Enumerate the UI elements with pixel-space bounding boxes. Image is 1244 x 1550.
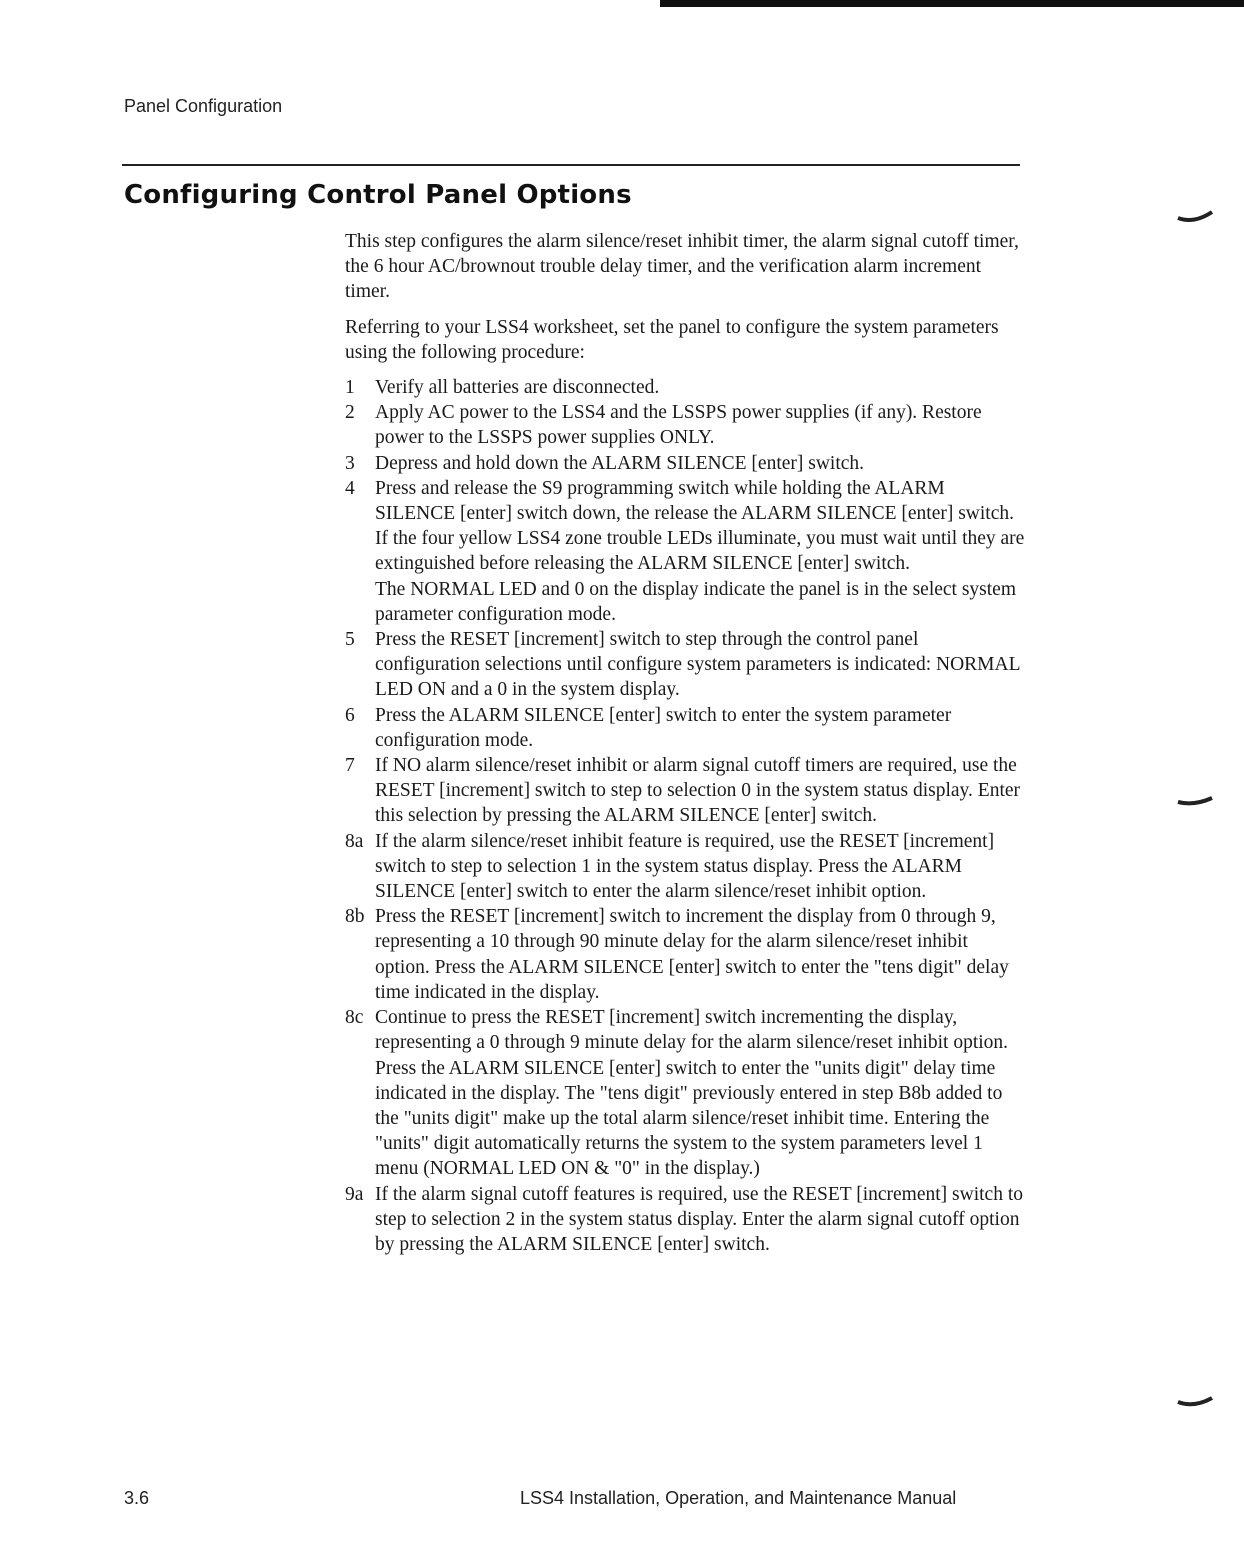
step-text: Press the RESET [increment] switch to step through the control panel configuration selections until configure system parameters is indicated: NORMAL LED ON and a 0 in the system display. bbox=[375, 629, 1020, 701]
step-7 bbox=[345, 753, 1025, 829]
step-2 bbox=[345, 400, 1025, 450]
page-title: Configuring Control Panel Options bbox=[124, 180, 632, 210]
step-3 bbox=[345, 451, 1025, 476]
step-8c bbox=[345, 1005, 1025, 1181]
step-number: 3 bbox=[345, 452, 355, 474]
step-number: 8c bbox=[345, 1007, 364, 1029]
step-text: Depress and hold down the ALARM SILENCE [enter] switch. bbox=[375, 452, 865, 474]
step-number: 7 bbox=[345, 755, 355, 777]
scan-mark-icon bbox=[1176, 206, 1216, 226]
step-text: Press and release the S9 programming switch while holding the ALARM SILENCE [enter] switch down, the release the ALARM SILENCE [enter] switch. If the four yellow LSS4 zone trouble LEDs illuminate, you must wait until they are extinguished before releasing the ALARM SILENCE [enter] switch. bbox=[375, 477, 1025, 575]
title-rule bbox=[122, 164, 1020, 166]
scan-mark-icon bbox=[1176, 792, 1216, 812]
step-number: 9a bbox=[345, 1183, 364, 1205]
step-number: 4 bbox=[345, 477, 355, 499]
page-number: 3.6 bbox=[124, 1488, 150, 1508]
step-text: Verify all batteries are disconnected. bbox=[375, 377, 660, 399]
step-text: If the alarm silence/reset inhibit feature is required, use the RESET [increment] switch to step to selection 1 in the system status display. Press the ALARM SILENCE [enter] switch to enter the alarm silence/reset inhibit option. bbox=[375, 830, 995, 903]
step-1 bbox=[345, 375, 1025, 400]
step-text: If the alarm signal cutoff features is required, use the RESET [increment] switch to step to selection 2 in the system status display. Enter the alarm signal cutoff option by pressing the ALARM SILENCE [enter] switch. bbox=[375, 1183, 1023, 1255]
step-note: The NORMAL LED and 0 on the display indicate the panel is in the select system parameter configuration mode. bbox=[375, 578, 1017, 625]
step-text: Press the ALARM SILENCE [enter] switch to enter the system parameter configuration mode. bbox=[375, 704, 952, 751]
step-number: 8a bbox=[345, 830, 364, 852]
step-number: 8b bbox=[345, 906, 365, 928]
step-text: Press the RESET [increment] switch to increment the display from 0 through 9, representing a 10 through 90 minute delay for the alarm silence/reset inhibit option. Press the ALARM SILENCE [enter] switch to enter the "tens digit" delay time indicated in the display. bbox=[375, 906, 1009, 1003]
body-content bbox=[345, 229, 1025, 1257]
intro-paragraph-2: Referring to your LSS4 worksheet, set the panel to configure the system parameters using the following procedure: bbox=[345, 316, 999, 363]
step-9a bbox=[345, 1182, 1025, 1258]
procedure-steps bbox=[345, 375, 1025, 1257]
top-edge-bar bbox=[660, 0, 1244, 7]
step-number: 6 bbox=[345, 704, 355, 726]
step-number: 5 bbox=[345, 629, 355, 651]
intro-paragraph-1: This step configures the alarm silence/reset inhibit timer, the alarm signal cutoff timer, the 6 hour AC/brownout trouble delay timer, and the verification alarm increment timer. bbox=[345, 231, 1019, 303]
step-5 bbox=[345, 627, 1025, 703]
step-text: Continue to press the RESET [increment] switch incrementing the display, representing a 0 through 9 minute delay for the alarm silence/reset inhibit option. Press the ALARM SILENCE [enter] switch to enter the "units digit" delay time indicated in the display. The "tens digit" previously entered in step B8b added to the "units digit" make up the total alarm silence/reset inhibit time. Entering the "units" digit automatically returns the system to the system parameters level 1 menu (NORMAL LED ON & "0" in the display.) bbox=[375, 1007, 1009, 1180]
running-header: Panel Configuration bbox=[124, 96, 283, 116]
step-number: 1 bbox=[345, 377, 355, 399]
scan-mark-icon bbox=[1176, 1392, 1216, 1412]
step-6 bbox=[345, 703, 1025, 753]
step-number: 2 bbox=[345, 402, 355, 424]
step-8b bbox=[345, 904, 1025, 1005]
step-4 bbox=[345, 476, 1025, 627]
step-text: Apply AC power to the LSS4 and the LSSPS power supplies (if any). Restore power to the LSSPS power supplies ONLY. bbox=[375, 402, 982, 449]
footer-manual-title: LSS4 Installation, Operation, and Maintenance Manual bbox=[520, 1488, 957, 1508]
step-text-block bbox=[375, 476, 1025, 627]
step-text: If NO alarm silence/reset inhibit or alarm signal cutoff timers are required, use the RESET [increment] switch to step to selection 0 in the system status display. Enter this selection by pressing the ALARM SILENCE [enter] switch. bbox=[375, 755, 1021, 827]
step-8a bbox=[345, 829, 1025, 905]
